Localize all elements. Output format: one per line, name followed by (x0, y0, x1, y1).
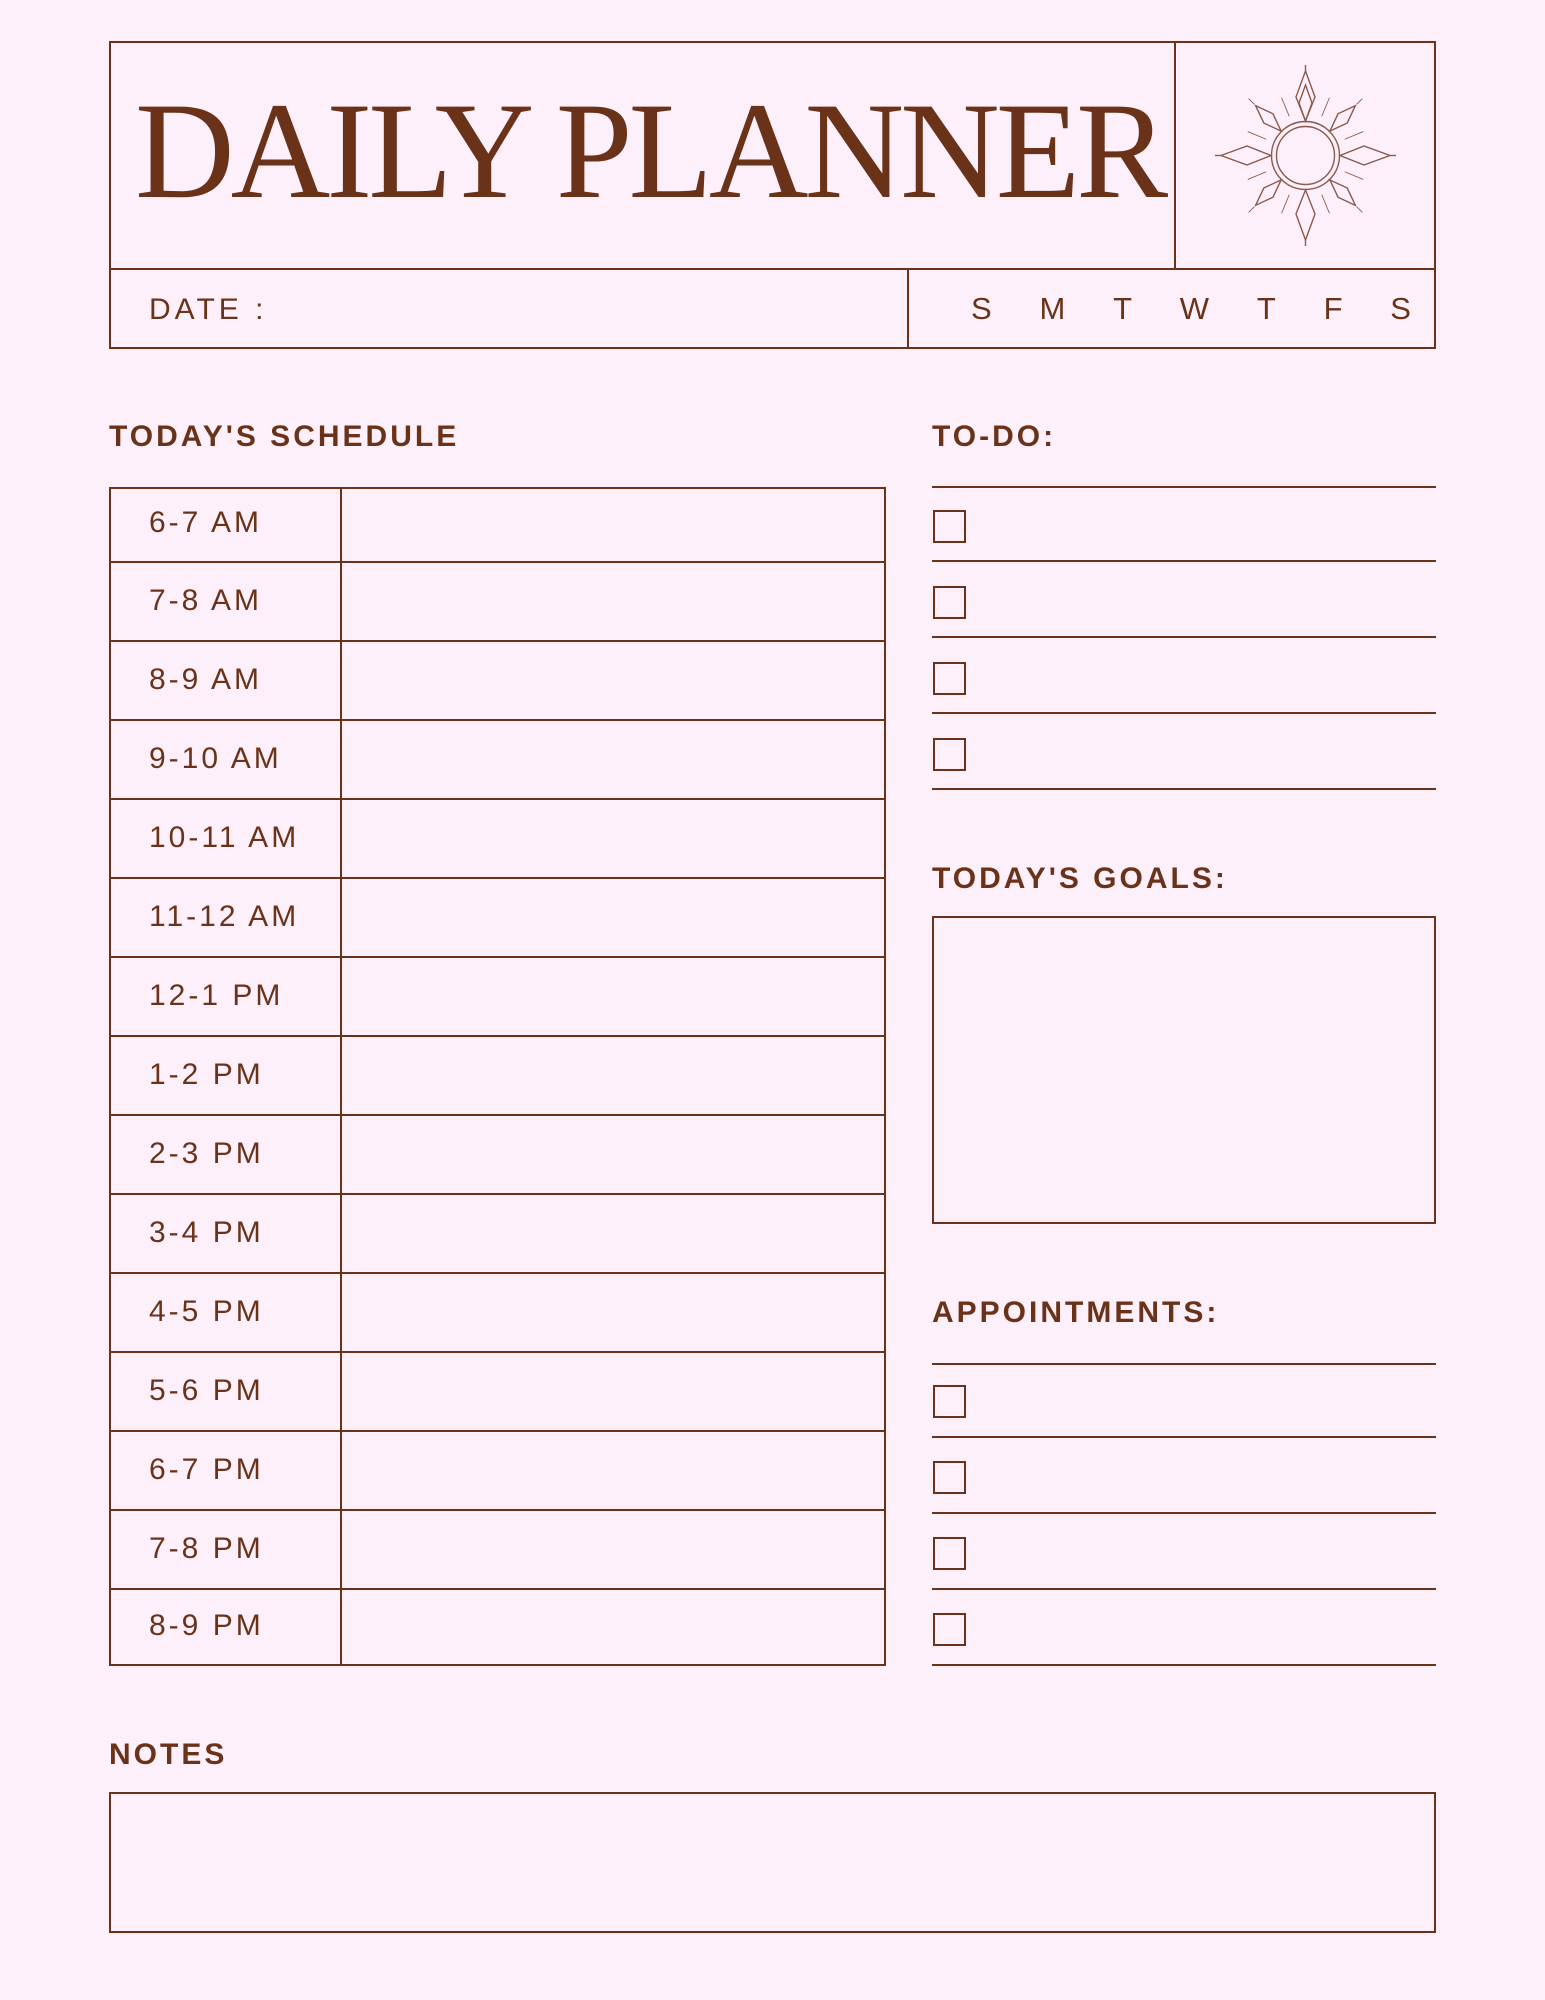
schedule-row[interactable] (111, 1114, 884, 1193)
appointment-rule (932, 1664, 1436, 1666)
time-slot-label: 10-11 AM (149, 821, 300, 854)
schedule-row[interactable] (111, 1351, 884, 1430)
todo-checkbox[interactable] (933, 738, 966, 771)
schedule-row[interactable] (111, 1193, 884, 1272)
schedule-row[interactable] (111, 1272, 884, 1351)
todo-rule (932, 788, 1436, 790)
time-slot-label: 7-8 PM (149, 1532, 264, 1565)
schedule-title: TODAY'S SCHEDULE (109, 420, 460, 453)
appointment-rule (932, 1436, 1436, 1438)
sun-icon (1213, 63, 1398, 248)
weekday-monday[interactable]: M (1039, 291, 1066, 326)
schedule-row[interactable] (111, 487, 884, 561)
todo-rule (932, 560, 1436, 562)
todo-checkbox[interactable] (933, 586, 966, 619)
header-divider (907, 268, 909, 349)
appointment-checkbox[interactable] (933, 1385, 966, 1418)
schedule-row[interactable] (111, 1035, 884, 1114)
todo-rule (932, 486, 1436, 488)
time-slot-label: 4-5 PM (149, 1295, 264, 1328)
date-label: DATE : (149, 293, 268, 326)
appointment-checkbox[interactable] (933, 1537, 966, 1570)
time-slot-label: 8-9 AM (149, 663, 263, 696)
schedule-row[interactable] (111, 877, 884, 956)
weekday-selector (971, 291, 1411, 327)
weekday-sunday[interactable]: S (971, 291, 992, 326)
todo-rule (932, 636, 1436, 638)
goals-box[interactable] (932, 916, 1436, 1224)
appointment-rule (932, 1588, 1436, 1590)
notes-title: NOTES (109, 1738, 228, 1771)
time-slot-label: 6-7 AM (149, 506, 263, 539)
time-slot-label: 7-8 AM (149, 584, 263, 617)
time-slot-label: 3-4 PM (149, 1216, 264, 1249)
time-slot-label: 12-1 PM (149, 979, 284, 1012)
time-slot-label: 9-10 AM (149, 742, 282, 775)
planner-header (109, 41, 1436, 349)
weekday-wednesday[interactable]: W (1179, 291, 1210, 326)
schedule-table (109, 487, 886, 1666)
schedule-row[interactable] (111, 956, 884, 1035)
weekday-friday[interactable]: F (1323, 291, 1343, 326)
header-divider (111, 268, 1434, 270)
schedule-row[interactable] (111, 561, 884, 640)
schedule-row[interactable] (111, 719, 884, 798)
todo-title: TO-DO: (932, 420, 1057, 453)
todo-rule (932, 712, 1436, 714)
schedule-row[interactable] (111, 1588, 884, 1666)
page-title: DAILY PLANNER (135, 74, 1165, 227)
time-slot-label: 6-7 PM (149, 1453, 264, 1486)
schedule-row[interactable] (111, 640, 884, 719)
time-slot-label: 2-3 PM (149, 1137, 264, 1170)
todo-checkbox[interactable] (933, 510, 966, 543)
weekday-tuesday[interactable]: T (1113, 291, 1133, 326)
appointment-checkbox[interactable] (933, 1461, 966, 1494)
appointment-rule (932, 1512, 1436, 1514)
appointment-checkbox[interactable] (933, 1613, 966, 1646)
time-slot-label: 11-12 AM (149, 900, 300, 933)
header-divider (1174, 43, 1176, 268)
weekday-saturday[interactable]: S (1390, 291, 1411, 326)
time-slot-label: 1-2 PM (149, 1058, 264, 1091)
todo-checkbox[interactable] (933, 662, 966, 695)
goals-title: TODAY'S GOALS: (932, 862, 1228, 895)
appointments-title: APPOINTMENTS: (932, 1296, 1220, 1329)
time-slot-label: 5-6 PM (149, 1374, 264, 1407)
time-slot-label: 8-9 PM (149, 1609, 264, 1642)
notes-box[interactable] (109, 1792, 1436, 1933)
weekday-thursday[interactable]: T (1256, 291, 1276, 326)
appointment-rule (932, 1363, 1436, 1365)
schedule-row[interactable] (111, 1509, 884, 1588)
schedule-row[interactable] (111, 1430, 884, 1509)
schedule-row[interactable] (111, 798, 884, 877)
